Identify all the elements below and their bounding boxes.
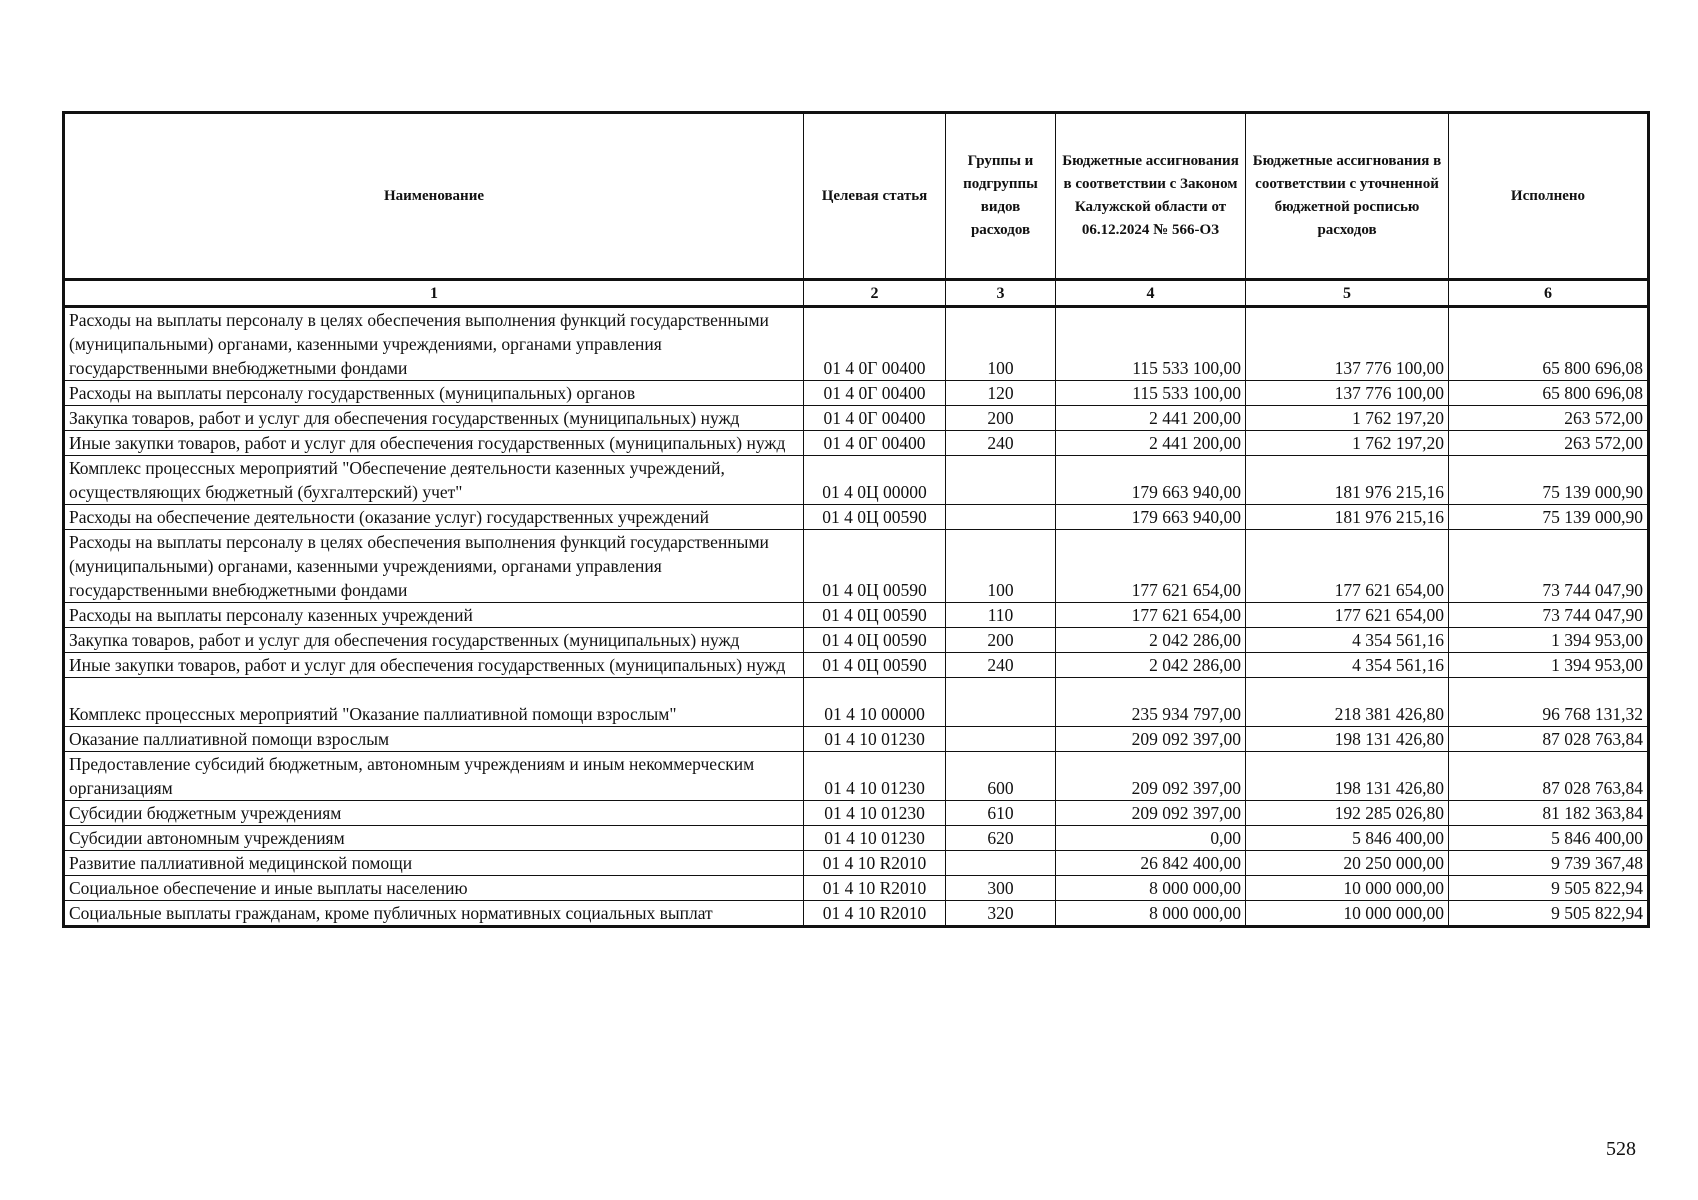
row-executed: 65 800 696,08 <box>1449 381 1649 406</box>
row-group: 110 <box>946 603 1056 628</box>
row-law: 177 621 654,00 <box>1056 603 1246 628</box>
row-refined: 198 131 426,80 <box>1246 727 1449 752</box>
row-executed: 73 744 047,90 <box>1449 530 1649 603</box>
row-code: 01 4 0Г 00400 <box>804 381 946 406</box>
row-name: Социальное обеспечение и иные выплаты населению <box>64 876 804 901</box>
row-executed: 9 505 822,94 <box>1449 901 1649 927</box>
row-law: 0,00 <box>1056 826 1246 851</box>
column-number: 2 <box>804 280 946 307</box>
row-executed: 1 394 953,00 <box>1449 628 1649 653</box>
row-name: Расходы на выплаты персоналу государственных (муниципальных) органов <box>64 381 804 406</box>
row-name: Расходы на выплаты персоналу в целях обеспечения выполнения функций государственными (муниципальными) органами, казенными учреждениями, органами управления государственными внебюджетными фондами <box>64 530 804 603</box>
row-group <box>946 678 1056 727</box>
row-executed: 1 394 953,00 <box>1449 653 1649 678</box>
row-law: 2 441 200,00 <box>1056 406 1246 431</box>
table-row <box>64 628 1649 653</box>
row-code: 01 4 0Г 00400 <box>804 406 946 431</box>
row-law: 179 663 940,00 <box>1056 505 1246 530</box>
row-refined: 1 762 197,20 <box>1246 406 1449 431</box>
row-code: 01 4 10 01230 <box>804 752 946 801</box>
row-executed: 75 139 000,90 <box>1449 505 1649 530</box>
row-group: 620 <box>946 826 1056 851</box>
header-refined-allocations: Бюджетные ассигнования в соответствии с уточненной бюджетной росписью расходов <box>1246 113 1449 280</box>
row-refined: 4 354 561,16 <box>1246 628 1449 653</box>
row-name: Развитие паллиативной медицинской помощи <box>64 851 804 876</box>
row-refined: 1 762 197,20 <box>1246 431 1449 456</box>
row-code: 01 4 10 R2010 <box>804 901 946 927</box>
budget-table <box>62 111 1650 928</box>
row-group <box>946 851 1056 876</box>
header-executed: Исполнено <box>1449 113 1649 280</box>
table-row <box>64 727 1649 752</box>
row-name: Социальные выплаты гражданам, кроме публичных нормативных социальных выплат <box>64 901 804 927</box>
row-code: 01 4 0Г 00400 <box>804 307 946 381</box>
row-law: 26 842 400,00 <box>1056 851 1246 876</box>
row-code: 01 4 10 00000 <box>804 678 946 727</box>
row-group: 200 <box>946 628 1056 653</box>
column-number: 1 <box>64 280 804 307</box>
column-number-row <box>64 280 1649 307</box>
table-row <box>64 431 1649 456</box>
row-group: 120 <box>946 381 1056 406</box>
table-row <box>64 901 1649 927</box>
row-executed: 87 028 763,84 <box>1449 752 1649 801</box>
row-refined: 20 250 000,00 <box>1246 851 1449 876</box>
row-refined: 10 000 000,00 <box>1246 901 1449 927</box>
row-law: 8 000 000,00 <box>1056 876 1246 901</box>
table-row <box>64 653 1649 678</box>
row-executed: 75 139 000,90 <box>1449 456 1649 505</box>
row-name: Иные закупки товаров, работ и услуг для обеспечения государственных (муниципальных) нужд <box>64 653 804 678</box>
table-row <box>64 678 1649 727</box>
row-name: Комплекс процессных мероприятий "Обеспечение деятельности казенных учреждений, осуществляющих бюджетный (бухгалтерский) учет" <box>64 456 804 505</box>
row-code: 01 4 10 01230 <box>804 801 946 826</box>
row-name: Расходы на выплаты персоналу в целях обеспечения выполнения функций государственными (муниципальными) органами, казенными учреждениями, органами управления государственными внебюджетными фондами <box>64 307 804 381</box>
row-code: 01 4 10 R2010 <box>804 851 946 876</box>
header-expense-group: Группы и подгруппы видов расходов <box>946 113 1056 280</box>
row-refined: 198 131 426,80 <box>1246 752 1449 801</box>
table-row <box>64 801 1649 826</box>
row-law: 115 533 100,00 <box>1056 381 1246 406</box>
row-executed: 96 768 131,32 <box>1449 678 1649 727</box>
table-row <box>64 505 1649 530</box>
row-code: 01 4 0Ц 00590 <box>804 653 946 678</box>
row-group: 610 <box>946 801 1056 826</box>
row-refined: 192 285 026,80 <box>1246 801 1449 826</box>
row-executed: 87 028 763,84 <box>1449 727 1649 752</box>
table-row <box>64 876 1649 901</box>
table-body <box>64 307 1649 927</box>
row-refined: 181 976 215,16 <box>1246 505 1449 530</box>
header-target-item: Целевая статья <box>804 113 946 280</box>
row-name: Комплекс процессных мероприятий "Оказание паллиативной помощи взрослым" <box>64 678 804 727</box>
row-executed: 9 505 822,94 <box>1449 876 1649 901</box>
row-law: 179 663 940,00 <box>1056 456 1246 505</box>
table-row <box>64 406 1649 431</box>
row-law: 115 533 100,00 <box>1056 307 1246 381</box>
row-group: 240 <box>946 431 1056 456</box>
row-refined: 177 621 654,00 <box>1246 603 1449 628</box>
table-row <box>64 603 1649 628</box>
row-law: 209 092 397,00 <box>1056 801 1246 826</box>
row-code: 01 4 0Ц 00000 <box>804 456 946 505</box>
row-law: 2 441 200,00 <box>1056 431 1246 456</box>
row-executed: 263 572,00 <box>1449 406 1649 431</box>
row-name: Субсидии автономным учреждениям <box>64 826 804 851</box>
row-law: 209 092 397,00 <box>1056 727 1246 752</box>
row-name: Расходы на выплаты персоналу казенных учреждений <box>64 603 804 628</box>
row-group: 300 <box>946 876 1056 901</box>
table-row <box>64 307 1649 381</box>
row-group: 200 <box>946 406 1056 431</box>
table-row <box>64 752 1649 801</box>
row-law: 2 042 286,00 <box>1056 653 1246 678</box>
column-number: 3 <box>946 280 1056 307</box>
header-name: Наименование <box>64 113 804 280</box>
row-executed: 73 744 047,90 <box>1449 603 1649 628</box>
row-executed: 9 739 367,48 <box>1449 851 1649 876</box>
row-code: 01 4 0Ц 00590 <box>804 530 946 603</box>
row-group <box>946 727 1056 752</box>
row-code: 01 4 10 01230 <box>804 826 946 851</box>
header-law-allocations: Бюджетные ассигнования в соответствии с Законом Калужской области от 06.12.2024 № 566-ОЗ <box>1056 113 1246 280</box>
row-name: Оказание паллиативной помощи взрослым <box>64 727 804 752</box>
row-law: 235 934 797,00 <box>1056 678 1246 727</box>
table-row <box>64 826 1649 851</box>
row-code: 01 4 0Ц 00590 <box>804 628 946 653</box>
row-executed: 81 182 363,84 <box>1449 801 1649 826</box>
row-executed: 263 572,00 <box>1449 431 1649 456</box>
table-row <box>64 381 1649 406</box>
row-law: 2 042 286,00 <box>1056 628 1246 653</box>
row-group: 100 <box>946 530 1056 603</box>
row-executed: 65 800 696,08 <box>1449 307 1649 381</box>
row-code: 01 4 10 01230 <box>804 727 946 752</box>
row-code: 01 4 10 R2010 <box>804 876 946 901</box>
row-refined: 10 000 000,00 <box>1246 876 1449 901</box>
row-group: 600 <box>946 752 1056 801</box>
table-row <box>64 530 1649 603</box>
table-row <box>64 851 1649 876</box>
row-group <box>946 456 1056 505</box>
row-law: 8 000 000,00 <box>1056 901 1246 927</box>
row-code: 01 4 0Ц 00590 <box>804 603 946 628</box>
row-group: 320 <box>946 901 1056 927</box>
row-refined: 181 976 215,16 <box>1246 456 1449 505</box>
column-number: 4 <box>1056 280 1246 307</box>
row-name: Предоставление субсидий бюджетным, автономным учреждениям и иным некоммерческим организациям <box>64 752 804 801</box>
row-code: 01 4 0Г 00400 <box>804 431 946 456</box>
row-name: Закупка товаров, работ и услуг для обеспечения государственных (муниципальных) нужд <box>64 406 804 431</box>
row-code: 01 4 0Ц 00590 <box>804 505 946 530</box>
row-name: Закупка товаров, работ и услуг для обеспечения государственных (муниципальных) нужд <box>64 628 804 653</box>
row-name: Расходы на обеспечение деятельности (оказание услуг) государственных учреждений <box>64 505 804 530</box>
row-law: 209 092 397,00 <box>1056 752 1246 801</box>
row-law: 177 621 654,00 <box>1056 530 1246 603</box>
row-refined: 4 354 561,16 <box>1246 653 1449 678</box>
row-name: Иные закупки товаров, работ и услуг для обеспечения государственных (муниципальных) нужд <box>64 431 804 456</box>
row-executed: 5 846 400,00 <box>1449 826 1649 851</box>
row-refined: 218 381 426,80 <box>1246 678 1449 727</box>
header-row <box>64 113 1649 280</box>
row-refined: 5 846 400,00 <box>1246 826 1449 851</box>
row-refined: 137 776 100,00 <box>1246 381 1449 406</box>
row-name: Субсидии бюджетным учреждениям <box>64 801 804 826</box>
table-row <box>64 456 1649 505</box>
row-refined: 177 621 654,00 <box>1246 530 1449 603</box>
column-number: 6 <box>1449 280 1649 307</box>
row-group: 100 <box>946 307 1056 381</box>
row-refined: 137 776 100,00 <box>1246 307 1449 381</box>
column-number: 5 <box>1246 280 1449 307</box>
page-number: 528 <box>1606 1138 1636 1160</box>
row-group <box>946 505 1056 530</box>
row-group: 240 <box>946 653 1056 678</box>
